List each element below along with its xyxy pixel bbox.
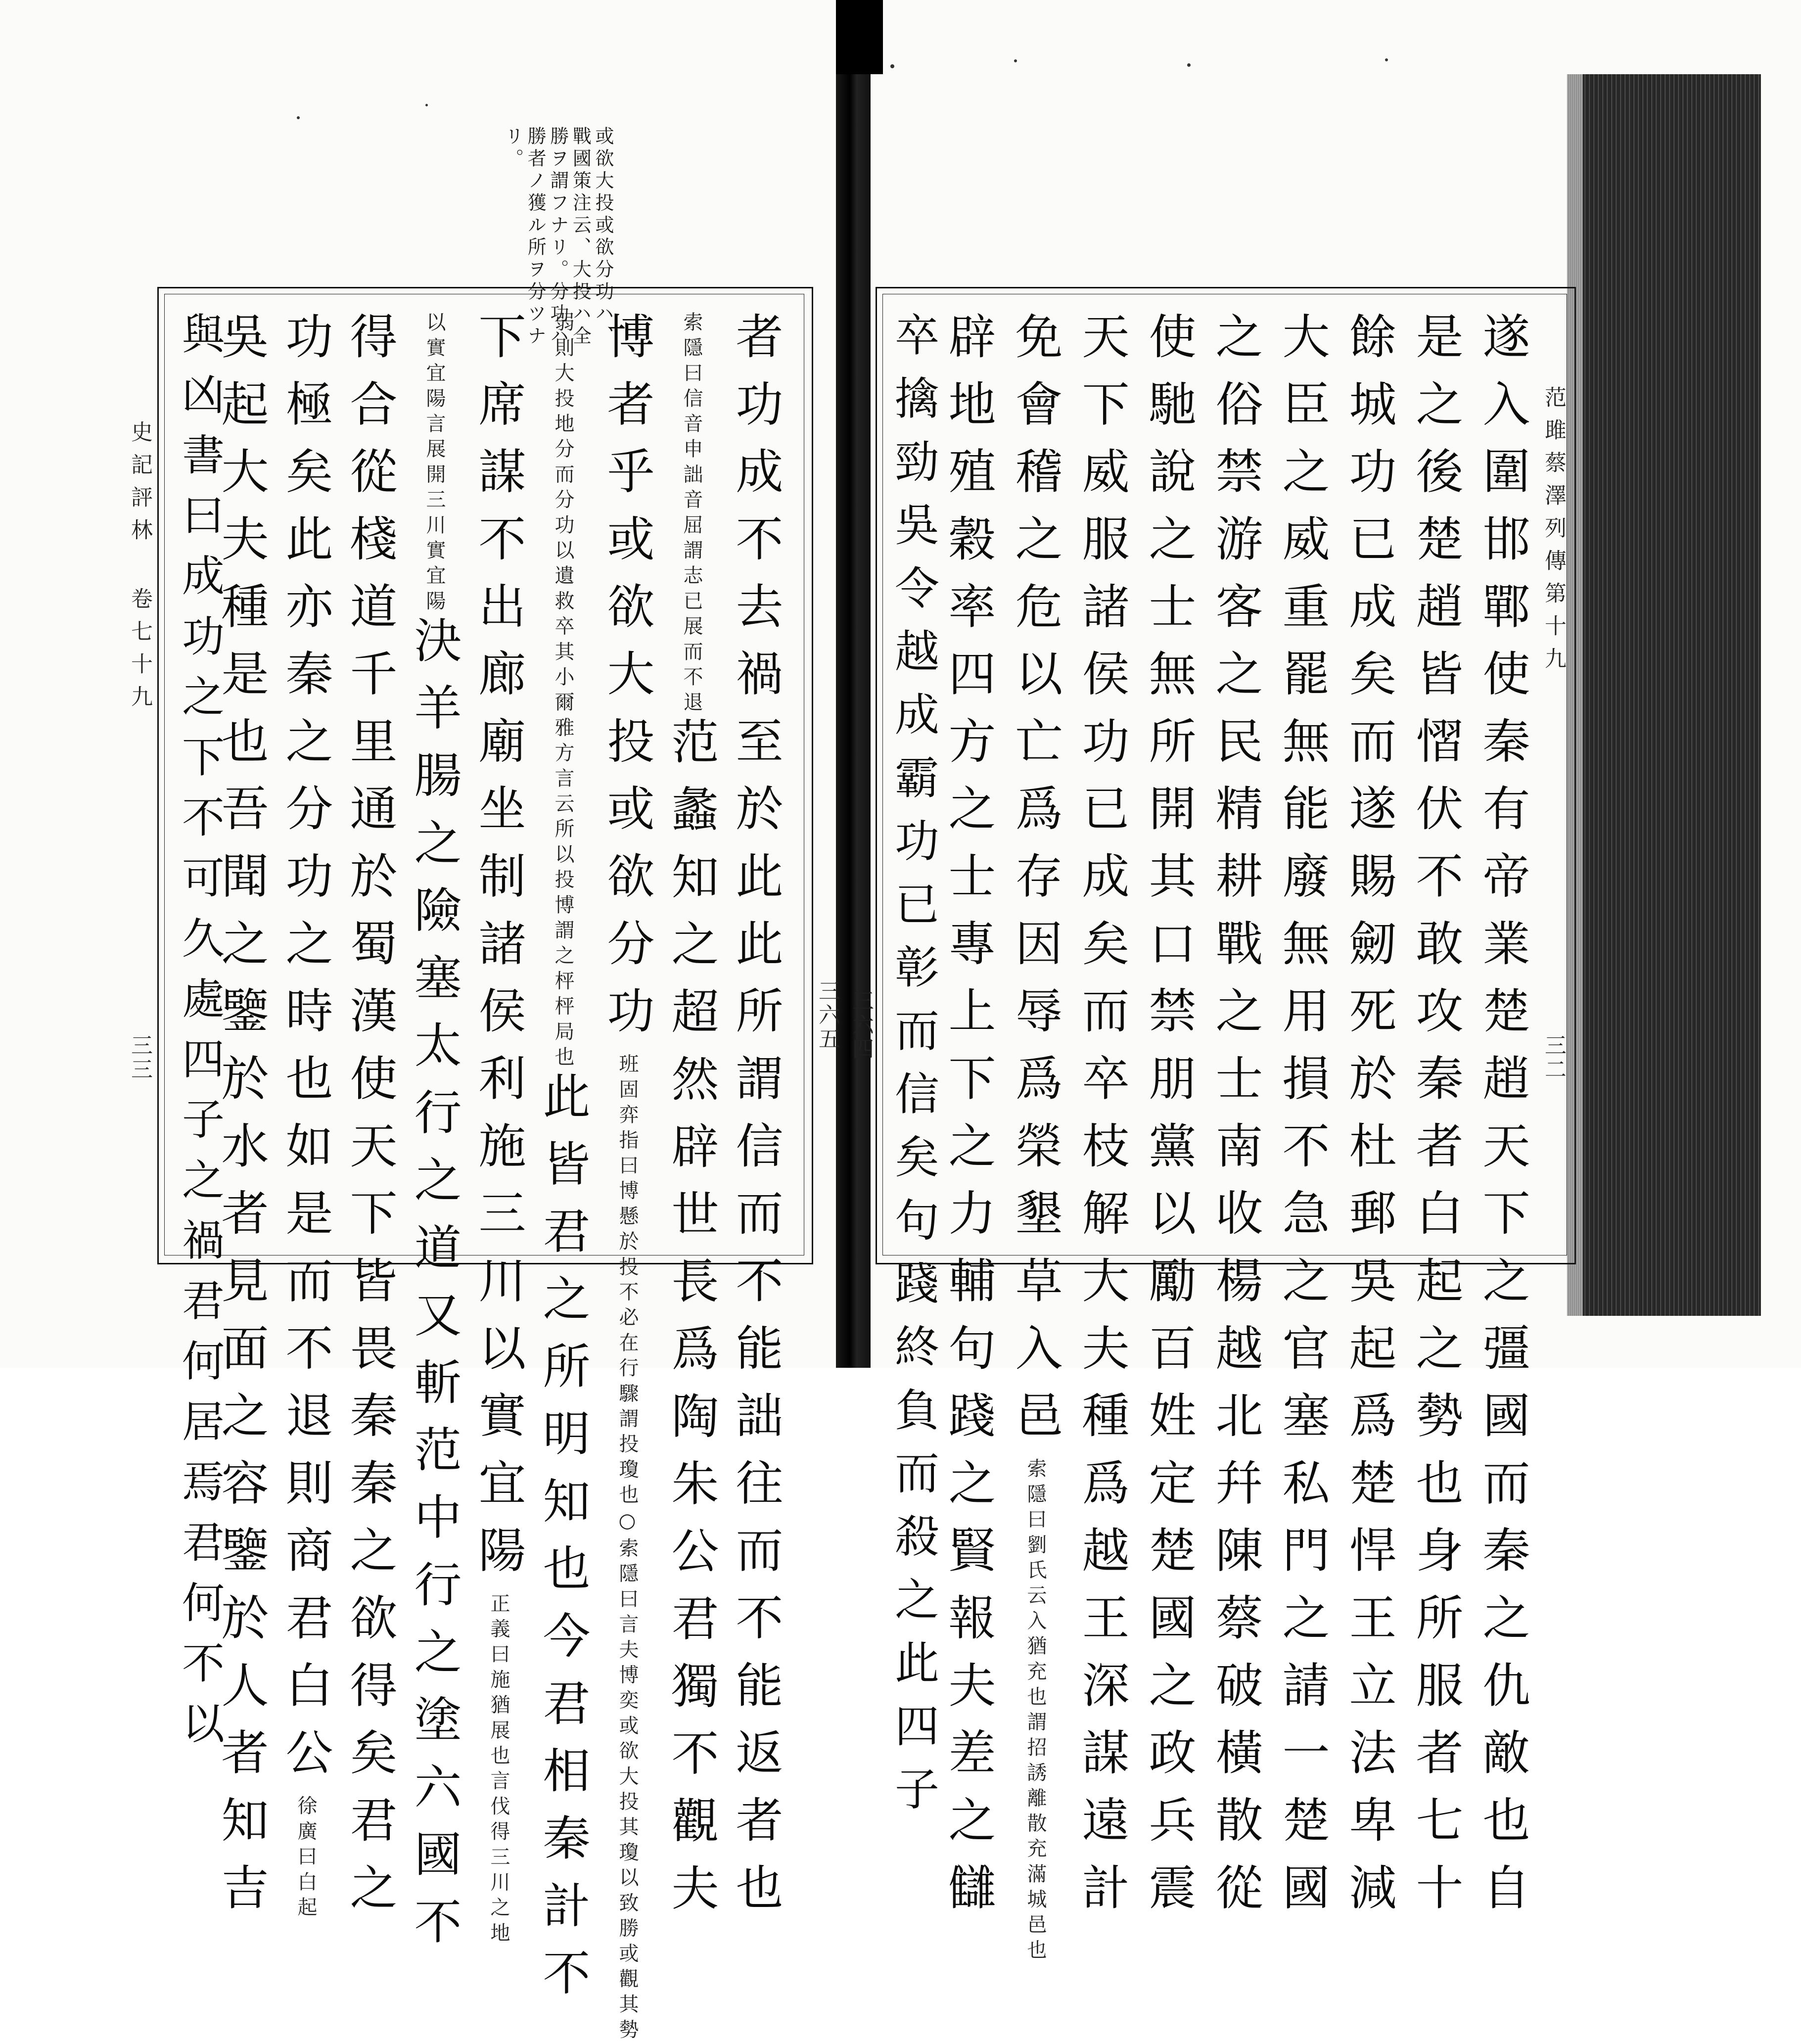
text-column bbox=[1408, 312, 1464, 1930]
text-column bbox=[535, 312, 591, 2016]
text-column bbox=[728, 312, 784, 1930]
note-line: 戰國策注云、大投ハ全 bbox=[569, 126, 592, 348]
book-spine-gutter bbox=[836, 0, 871, 1368]
scan-speck bbox=[297, 116, 300, 119]
text-column bbox=[664, 312, 719, 1931]
main-text: 此皆君之所明知也今君相秦計不 bbox=[535, 1071, 591, 2016]
scan-speck bbox=[425, 104, 428, 106]
main-text: 辟地殖穀率四方之士專上下之力輔句踐之賢報夫差之讎 bbox=[941, 312, 996, 1930]
main-text: 范蠡知之超然辟世長爲陶朱公君獨不觀夫 bbox=[664, 717, 719, 1931]
commentary-text: 索隱曰信音申詘音屈謂志已展而不退 bbox=[680, 312, 703, 717]
text-column bbox=[1208, 312, 1263, 1930]
running-head-left: 史記評林 卷七十九 bbox=[127, 420, 152, 718]
page-number-right: 三二 bbox=[1541, 1034, 1566, 1082]
spine-shadow bbox=[836, 0, 883, 74]
note-line: 勝ヲ謂フナリ。分功ハ bbox=[547, 126, 569, 348]
main-text: 者功成不去禍至於此此所謂信而不能詘往而不能返者也 bbox=[728, 312, 784, 1930]
scan-speck bbox=[1014, 59, 1017, 62]
main-text: 免會稽之危以亡爲存因辱爲榮墾草入邑 bbox=[1008, 312, 1063, 1458]
text-column bbox=[1008, 312, 1063, 1965]
main-text: 博者乎或欲大投或欲分功 bbox=[600, 312, 655, 1054]
main-text: 決羊腸之險塞太行之道又斬范中行之塗六國不 bbox=[407, 615, 462, 1964]
text-column bbox=[600, 312, 655, 2044]
note-line: 勝者ノ獲ル所ヲ分ツナ bbox=[524, 126, 547, 348]
text-column bbox=[278, 312, 333, 1922]
text-column bbox=[471, 312, 526, 1948]
running-head-right: 范雎蔡澤列傳第十九 bbox=[1541, 386, 1566, 680]
main-text: 吳起大夫種是也吾聞之鑒於水者見面之容鑒於人者知吉 bbox=[214, 312, 269, 1930]
text-column bbox=[1475, 312, 1530, 1930]
commentary-text: 正義曰施猶展也言伐得三川之地 bbox=[487, 1593, 510, 1948]
main-text: 餘城功已成矣而遂賜劒死於杜郵吳起爲楚悍王立法卑減 bbox=[1341, 312, 1397, 1930]
page-number-left: 三三 bbox=[127, 1034, 152, 1082]
scan-speck bbox=[1385, 58, 1388, 61]
note-line: リ。 bbox=[502, 126, 524, 171]
text-column bbox=[1141, 312, 1197, 1930]
commentary-text: 班固弈指曰博懸於投不必在行驟謂投瓊也○索隱曰言夫博奕或欲大投其瓊以致勝或觀其勢 bbox=[616, 1053, 639, 2044]
page-stack-edge bbox=[1583, 74, 1761, 1316]
main-text: 與凶書曰成功之下不可久處四子之禍君何居焉君何不以 bbox=[175, 312, 224, 1762]
main-text: 下席謀不出廊廟坐制諸侯利施三川以實宜陽 bbox=[471, 312, 526, 1593]
text-column bbox=[1341, 312, 1397, 1930]
main-text: 遂入圍邯鄲使秦有帝業楚趙天下之彊國而秦之仇敵也自 bbox=[1475, 312, 1530, 1930]
commentary-text: 徐廣曰白起 bbox=[294, 1795, 317, 1922]
text-column bbox=[941, 312, 996, 1930]
text-column bbox=[407, 312, 462, 1964]
main-text: 天下威服諸侯功已成矣而卒枝解大夫種爲越王深謀遠計 bbox=[1074, 312, 1130, 1930]
side-number-right: 三六四 bbox=[848, 989, 874, 1062]
main-text: 得合從棧道千里通於蜀漢使天下皆畏秦秦之欲得矣君之 bbox=[342, 312, 398, 1930]
side-number-left: 三六五 bbox=[815, 979, 840, 1052]
scan-speck bbox=[890, 64, 894, 68]
note-line: 或欲大投或欲分功ハ、 bbox=[592, 126, 614, 348]
main-text: 卒擒勁吳令越成霸功已彰而信矣句踐終負而殺之此四子 bbox=[887, 312, 939, 1829]
commentary-text: 索隱曰劉氏云入猶充也謂招誘離散充滿城邑也 bbox=[1024, 1458, 1047, 1965]
main-text: 使馳說之士無所開其口禁朋黨以勵百姓定楚國之政兵震 bbox=[1141, 312, 1197, 1930]
commentary-text: 弱則大投地分而分功以遺救卒其小爾雅方言云所以投博謂之枰枰局也 bbox=[552, 312, 574, 1071]
commentary-text: 以實宜陽言展開三川實宜陽 bbox=[423, 312, 446, 616]
text-column bbox=[1074, 312, 1130, 1930]
text-column bbox=[1275, 312, 1330, 1930]
main-text: 功極矣此亦秦之分功之時也如是而不退則商君白公 bbox=[278, 312, 333, 1796]
main-text: 是之後楚趙皆慴伏不敢攻秦者白起之勢也身所服者七十 bbox=[1408, 312, 1464, 1930]
text-column bbox=[214, 312, 269, 1930]
text-column bbox=[887, 312, 939, 1829]
text-column bbox=[175, 312, 224, 1762]
main-text: 之俗禁游客之民精耕戰之士南收楊越北幷陳蔡破橫散從 bbox=[1208, 312, 1263, 1930]
text-column bbox=[342, 312, 398, 1930]
main-text: 大臣之威重罷無能廢無用損不急之官塞私門之請一楚國 bbox=[1275, 312, 1330, 1930]
scan-speck bbox=[1187, 63, 1191, 67]
